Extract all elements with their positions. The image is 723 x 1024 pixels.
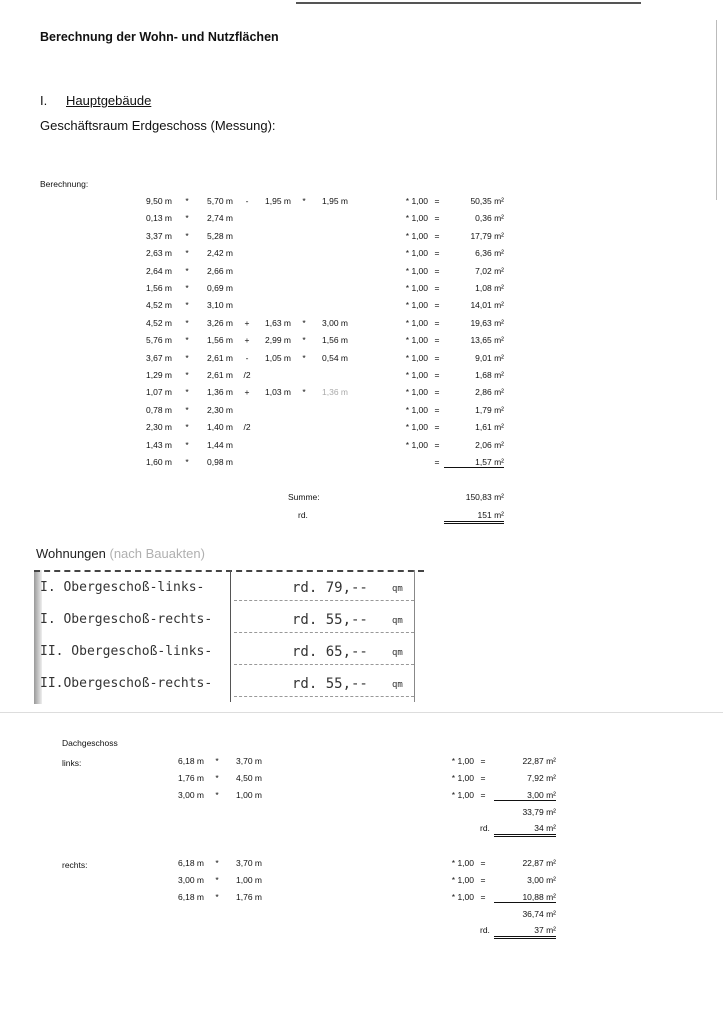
- dach-cell-eq: =: [480, 756, 486, 766]
- calc-cell-op1: *: [185, 422, 189, 433]
- calc-cell-b: 1,56 m: [207, 335, 233, 346]
- dach-cell-result: 22,87 m²: [522, 858, 556, 868]
- calc-cell-op1: *: [185, 283, 189, 293]
- calc-cell-op3: *: [302, 352, 306, 363]
- dach-cell-a: 1,76 m: [178, 773, 204, 783]
- calc-cell-a: 1,60 m: [146, 457, 172, 467]
- calc-cell-b: 2,30 m: [207, 404, 233, 415]
- calc-cell-res: 6,36 m²: [475, 248, 504, 259]
- dach-cell-eq: =: [480, 790, 486, 800]
- calc-row: [0, 353, 723, 369]
- calc-cell-a: 1,56 m: [146, 283, 172, 293]
- apartment-unit: qm: [392, 680, 403, 690]
- calc-cell-op1: *: [185, 370, 189, 380]
- dach-cell-result: 3,00 m²: [494, 790, 556, 801]
- calc-cell-op3: *: [302, 196, 306, 206]
- dach-cell-a: 3,00 m: [178, 875, 204, 885]
- calc-cell-op3: *: [302, 317, 306, 328]
- apartment-rule: [234, 632, 414, 633]
- calc-row: [0, 422, 723, 438]
- dach-cell-b: 4,50 m: [236, 773, 262, 783]
- calc-cell-res: 1,68 m²: [475, 370, 504, 380]
- calc-cell-a: 5,76 m: [146, 335, 172, 346]
- dach-cell-result: 3,00 m²: [527, 875, 556, 885]
- calc-cell-a: 0,13 m: [146, 213, 172, 224]
- apartment-row: [34, 574, 424, 604]
- dach-group-sum: 33,79 m²: [522, 807, 556, 817]
- calc-cell-op1: *: [185, 352, 189, 363]
- calc-cell-eq: =: [434, 213, 440, 224]
- calc-cell-f: * 1,00: [405, 317, 428, 328]
- calc-row: [0, 283, 723, 299]
- apartment-name: I. Obergeschoß-rechts-: [40, 612, 213, 627]
- dach-rounded-value: 37 m²: [494, 925, 556, 939]
- dach-cell-factor: * 1,00: [451, 790, 474, 800]
- calc-cell-res: 19,63 m²: [470, 317, 504, 328]
- calc-cell-eq: =: [434, 335, 440, 346]
- dach-rounded-value: 34 m²: [494, 823, 556, 837]
- section-heading-hauptgebaeude: [40, 93, 151, 108]
- calc-cell-f: * 1,00: [405, 283, 428, 293]
- calc-cell-b: 2,66 m: [207, 265, 233, 276]
- calc-cell-a: 3,37 m: [146, 230, 172, 241]
- calc-cell-c: 1,63 m: [265, 317, 291, 328]
- calc-cell-b: 5,70 m: [207, 196, 233, 206]
- calc-cell-a: 0,78 m: [146, 404, 172, 415]
- scan-separator: [0, 712, 723, 713]
- calc-cell-b: 3,10 m: [207, 300, 233, 311]
- dach-rounded-label: rd.: [480, 925, 490, 935]
- apartment-area: rd. 65,--: [292, 644, 368, 660]
- calc-row: [0, 248, 723, 264]
- calc-cell-op2: /2: [243, 422, 251, 433]
- apartment-name: II.Obergeschoß-rechts-: [40, 676, 213, 691]
- calc-cell-c: 2,99 m: [265, 335, 291, 346]
- calc-row: [0, 387, 723, 403]
- calc-cell-a: 2,63 m: [146, 248, 172, 259]
- sum-label: Summe:: [288, 492, 320, 502]
- calc-cell-f: * 1,00: [405, 248, 428, 259]
- calc-cell-op3: *: [302, 387, 306, 398]
- calc-cell-a: 1,43 m: [146, 439, 172, 450]
- calc-cell-op1: *: [185, 265, 189, 276]
- calc-cell-a: 2,64 m: [146, 265, 172, 276]
- apartment-row: [34, 606, 424, 636]
- calc-cell-b: 0,98 m: [207, 457, 233, 467]
- calc-row: [0, 231, 723, 247]
- calc-row: [0, 266, 723, 282]
- dach-cell-result: 7,92 m²: [527, 773, 556, 783]
- dach-cell-a: 6,18 m: [178, 892, 204, 902]
- calc-cell-f: * 1,00: [405, 335, 428, 346]
- dach-group-label: links:: [62, 758, 82, 768]
- calculation-label: Berechnung:: [40, 179, 89, 189]
- dach-cell-op: *: [215, 790, 219, 800]
- apartment-row: [34, 638, 424, 668]
- calc-cell-c: 1,95 m: [265, 196, 291, 206]
- dach-cell-factor: * 1,00: [451, 858, 474, 868]
- calc-cell-f: * 1,00: [405, 387, 428, 398]
- dach-cell-op: *: [215, 875, 219, 885]
- rounded-label: rd.: [298, 510, 308, 520]
- calc-cell-f: * 1,00: [405, 300, 428, 311]
- calc-cell-res: 13,65 m²: [470, 335, 504, 346]
- calc-cell-op1: *: [185, 439, 189, 450]
- dach-cell-eq: =: [480, 858, 486, 868]
- apartment-rule: [234, 600, 414, 601]
- calc-cell-op1: *: [185, 317, 189, 328]
- calc-cell-op2: -: [245, 352, 249, 363]
- calc-row: [0, 335, 723, 351]
- calc-cell-f: * 1,00: [405, 213, 428, 224]
- calc-cell-eq: =: [434, 404, 440, 415]
- dach-cell-op: *: [215, 773, 219, 783]
- calc-cell-op2: +: [244, 317, 250, 328]
- calc-cell-b: 2,61 m: [207, 352, 233, 363]
- calc-cell-op1: *: [185, 457, 189, 467]
- apartment-area: rd. 55,--: [292, 676, 368, 692]
- calc-cell-eq: =: [434, 352, 440, 363]
- calc-cell-op3: *: [302, 335, 306, 346]
- apartment-rule: [234, 664, 414, 665]
- calc-cell-eq: =: [434, 230, 440, 241]
- calc-cell-eq: =: [434, 196, 440, 206]
- apartment-name: II. Obergeschoß-links-: [40, 644, 213, 659]
- calc-cell-op1: *: [185, 335, 189, 346]
- dach-cell-b: 3,70 m: [236, 858, 262, 868]
- calc-cell-res: 9,01 m²: [475, 352, 504, 363]
- calc-cell-res: 50,35 m²: [470, 196, 504, 206]
- calc-cell-d: 1,56 m: [322, 335, 348, 346]
- calc-cell-eq: =: [434, 387, 440, 398]
- apartment-unit: qm: [392, 584, 403, 594]
- calc-cell-f: * 1,00: [405, 230, 428, 241]
- calc-cell-d: 0,54 m: [322, 352, 348, 363]
- calc-row: [0, 440, 723, 456]
- calc-cell-a: 3,67 m: [146, 352, 172, 363]
- dach-cell-a: 6,18 m: [178, 858, 204, 868]
- calc-cell-d: 1,95 m: [322, 196, 348, 206]
- sum-value: 150,83 m²: [465, 492, 504, 502]
- calc-cell-eq: =: [434, 317, 440, 328]
- dashed-rule: [34, 570, 424, 572]
- calc-cell-f: * 1,00: [405, 370, 428, 380]
- calc-cell-c: 1,05 m: [265, 352, 291, 363]
- dach-cell-factor: * 1,00: [451, 773, 474, 783]
- calc-row: [0, 300, 723, 316]
- calc-row: [0, 213, 723, 229]
- dach-cell-factor: * 1,00: [451, 892, 474, 902]
- apartment-row: [34, 670, 424, 700]
- dach-cell-eq: =: [480, 875, 486, 885]
- calc-cell-f: * 1,00: [405, 439, 428, 450]
- calc-cell-d: 3,00 m: [322, 317, 348, 328]
- calc-cell-b: 2,74 m: [207, 213, 233, 224]
- calc-cell-op1: *: [185, 213, 189, 224]
- dach-cell-op: *: [215, 756, 219, 766]
- calc-row: [0, 457, 723, 473]
- calc-cell-eq: =: [434, 248, 440, 259]
- document-title: Berechnung der Wohn- und Nutzflächen: [40, 30, 279, 44]
- section-heading-wohnungen: [36, 546, 205, 561]
- calc-cell-res: 1,57 m²: [444, 457, 504, 468]
- apartment-rule: [234, 696, 414, 697]
- dach-cell-result: 10,88 m²: [494, 892, 556, 903]
- calc-cell-a: 2,30 m: [146, 422, 172, 433]
- dach-cell-a: 6,18 m: [178, 756, 204, 766]
- scan-edge-marks: [710, 20, 717, 200]
- calc-cell-eq: =: [434, 300, 440, 311]
- calc-cell-f: * 1,00: [405, 265, 428, 276]
- section-number: I.: [40, 93, 48, 108]
- apartment-area: rd. 79,--: [292, 580, 368, 596]
- section2-heading-faded: (nach Bauakten): [109, 546, 205, 561]
- calc-cell-op2: -: [245, 196, 249, 206]
- calc-cell-f: * 1,00: [405, 422, 428, 433]
- dach-cell-eq: =: [480, 773, 486, 783]
- calc-cell-a: 1,07 m: [146, 387, 172, 398]
- dach-cell-b: 3,70 m: [236, 756, 262, 766]
- calc-cell-f: * 1,00: [405, 404, 428, 415]
- apartment-name: I. Obergeschoß-links-: [40, 580, 205, 595]
- dach-cell-op: *: [215, 892, 219, 902]
- dach-cell-a: 3,00 m: [178, 790, 204, 800]
- calc-row: [0, 196, 723, 212]
- calc-row: [0, 318, 723, 334]
- calc-cell-eq: =: [434, 265, 440, 276]
- typewritten-apartment-list: [34, 570, 429, 704]
- calc-cell-res: 14,01 m²: [470, 300, 504, 311]
- calc-cell-eq: =: [434, 439, 440, 450]
- calc-row: [0, 370, 723, 386]
- calc-cell-b: 5,28 m: [207, 230, 233, 241]
- dach-cell-op: *: [215, 858, 219, 868]
- calc-cell-op1: *: [185, 387, 189, 398]
- rounded-value: 151 m²: [444, 510, 504, 524]
- calc-cell-res: 2,86 m²: [475, 387, 504, 398]
- calc-cell-f: * 1,00: [405, 352, 428, 363]
- calc-cell-a: 4,52 m: [146, 317, 172, 328]
- dach-group-sum: 36,74 m²: [522, 909, 556, 919]
- calc-cell-b: 2,42 m: [207, 248, 233, 259]
- calc-cell-b: 3,26 m: [207, 317, 233, 328]
- calc-cell-a: 1,29 m: [146, 370, 172, 380]
- calc-cell-res: 1,08 m²: [475, 283, 504, 293]
- calc-cell-op2: +: [244, 387, 250, 398]
- calc-cell-op1: *: [185, 230, 189, 241]
- dach-cell-factor: * 1,00: [451, 756, 474, 766]
- calc-cell-c: 1,03 m: [265, 387, 291, 398]
- calc-cell-op1: *: [185, 300, 189, 311]
- section2-heading-main: Wohnungen: [36, 546, 106, 561]
- calc-cell-eq: =: [434, 283, 440, 293]
- dach-cell-b: 1,00 m: [236, 875, 262, 885]
- calc-cell-op1: *: [185, 404, 189, 415]
- calc-cell-b: 0,69 m: [207, 283, 233, 293]
- calc-cell-eq: =: [434, 457, 440, 467]
- dachgeschoss-title: Dachgeschoss: [62, 738, 118, 748]
- calc-cell-res: 1,79 m²: [475, 404, 504, 415]
- dach-cell-b: 1,76 m: [236, 892, 262, 902]
- calc-cell-res: 17,79 m²: [470, 230, 504, 241]
- calc-cell-f: * 1,00: [405, 196, 428, 206]
- calc-cell-b: 1,36 m: [207, 387, 233, 398]
- apartment-unit: qm: [392, 616, 403, 626]
- calc-cell-op1: *: [185, 248, 189, 259]
- section-subheading: Geschäftsraum Erdgeschoss (Messung):: [40, 118, 276, 133]
- calc-cell-eq: =: [434, 370, 440, 380]
- calc-cell-op2: /2: [243, 370, 251, 380]
- calc-cell-b: 1,44 m: [207, 439, 233, 450]
- calc-cell-res: 1,61 m²: [475, 422, 504, 433]
- calc-cell-res: 2,06 m²: [475, 439, 504, 450]
- calc-cell-res: 7,02 m²: [475, 265, 504, 276]
- calc-cell-d: 1,36 m: [322, 387, 348, 398]
- dach-cell-result: 22,87 m²: [522, 756, 556, 766]
- calc-cell-b: 2,61 m: [207, 370, 233, 380]
- calc-cell-op2: +: [244, 335, 250, 346]
- dach-cell-b: 1,00 m: [236, 790, 262, 800]
- dach-group-label: rechts:: [62, 860, 88, 870]
- dach-cell-eq: =: [480, 892, 486, 902]
- calc-cell-a: 4,52 m: [146, 300, 172, 311]
- calc-cell-eq: =: [434, 422, 440, 433]
- calc-row: [0, 405, 723, 421]
- apartment-unit: qm: [392, 648, 403, 658]
- calc-cell-a: 9,50 m: [146, 196, 172, 206]
- calc-cell-op1: *: [185, 196, 189, 206]
- top-rule: [296, 2, 641, 4]
- apartment-area: rd. 55,--: [292, 612, 368, 628]
- dach-cell-factor: * 1,00: [451, 875, 474, 885]
- section-heading-text: Hauptgebäude: [66, 93, 152, 108]
- dach-rounded-label: rd.: [480, 823, 490, 833]
- calc-cell-b: 1,40 m: [207, 422, 233, 433]
- calc-cell-res: 0,36 m²: [475, 213, 504, 224]
